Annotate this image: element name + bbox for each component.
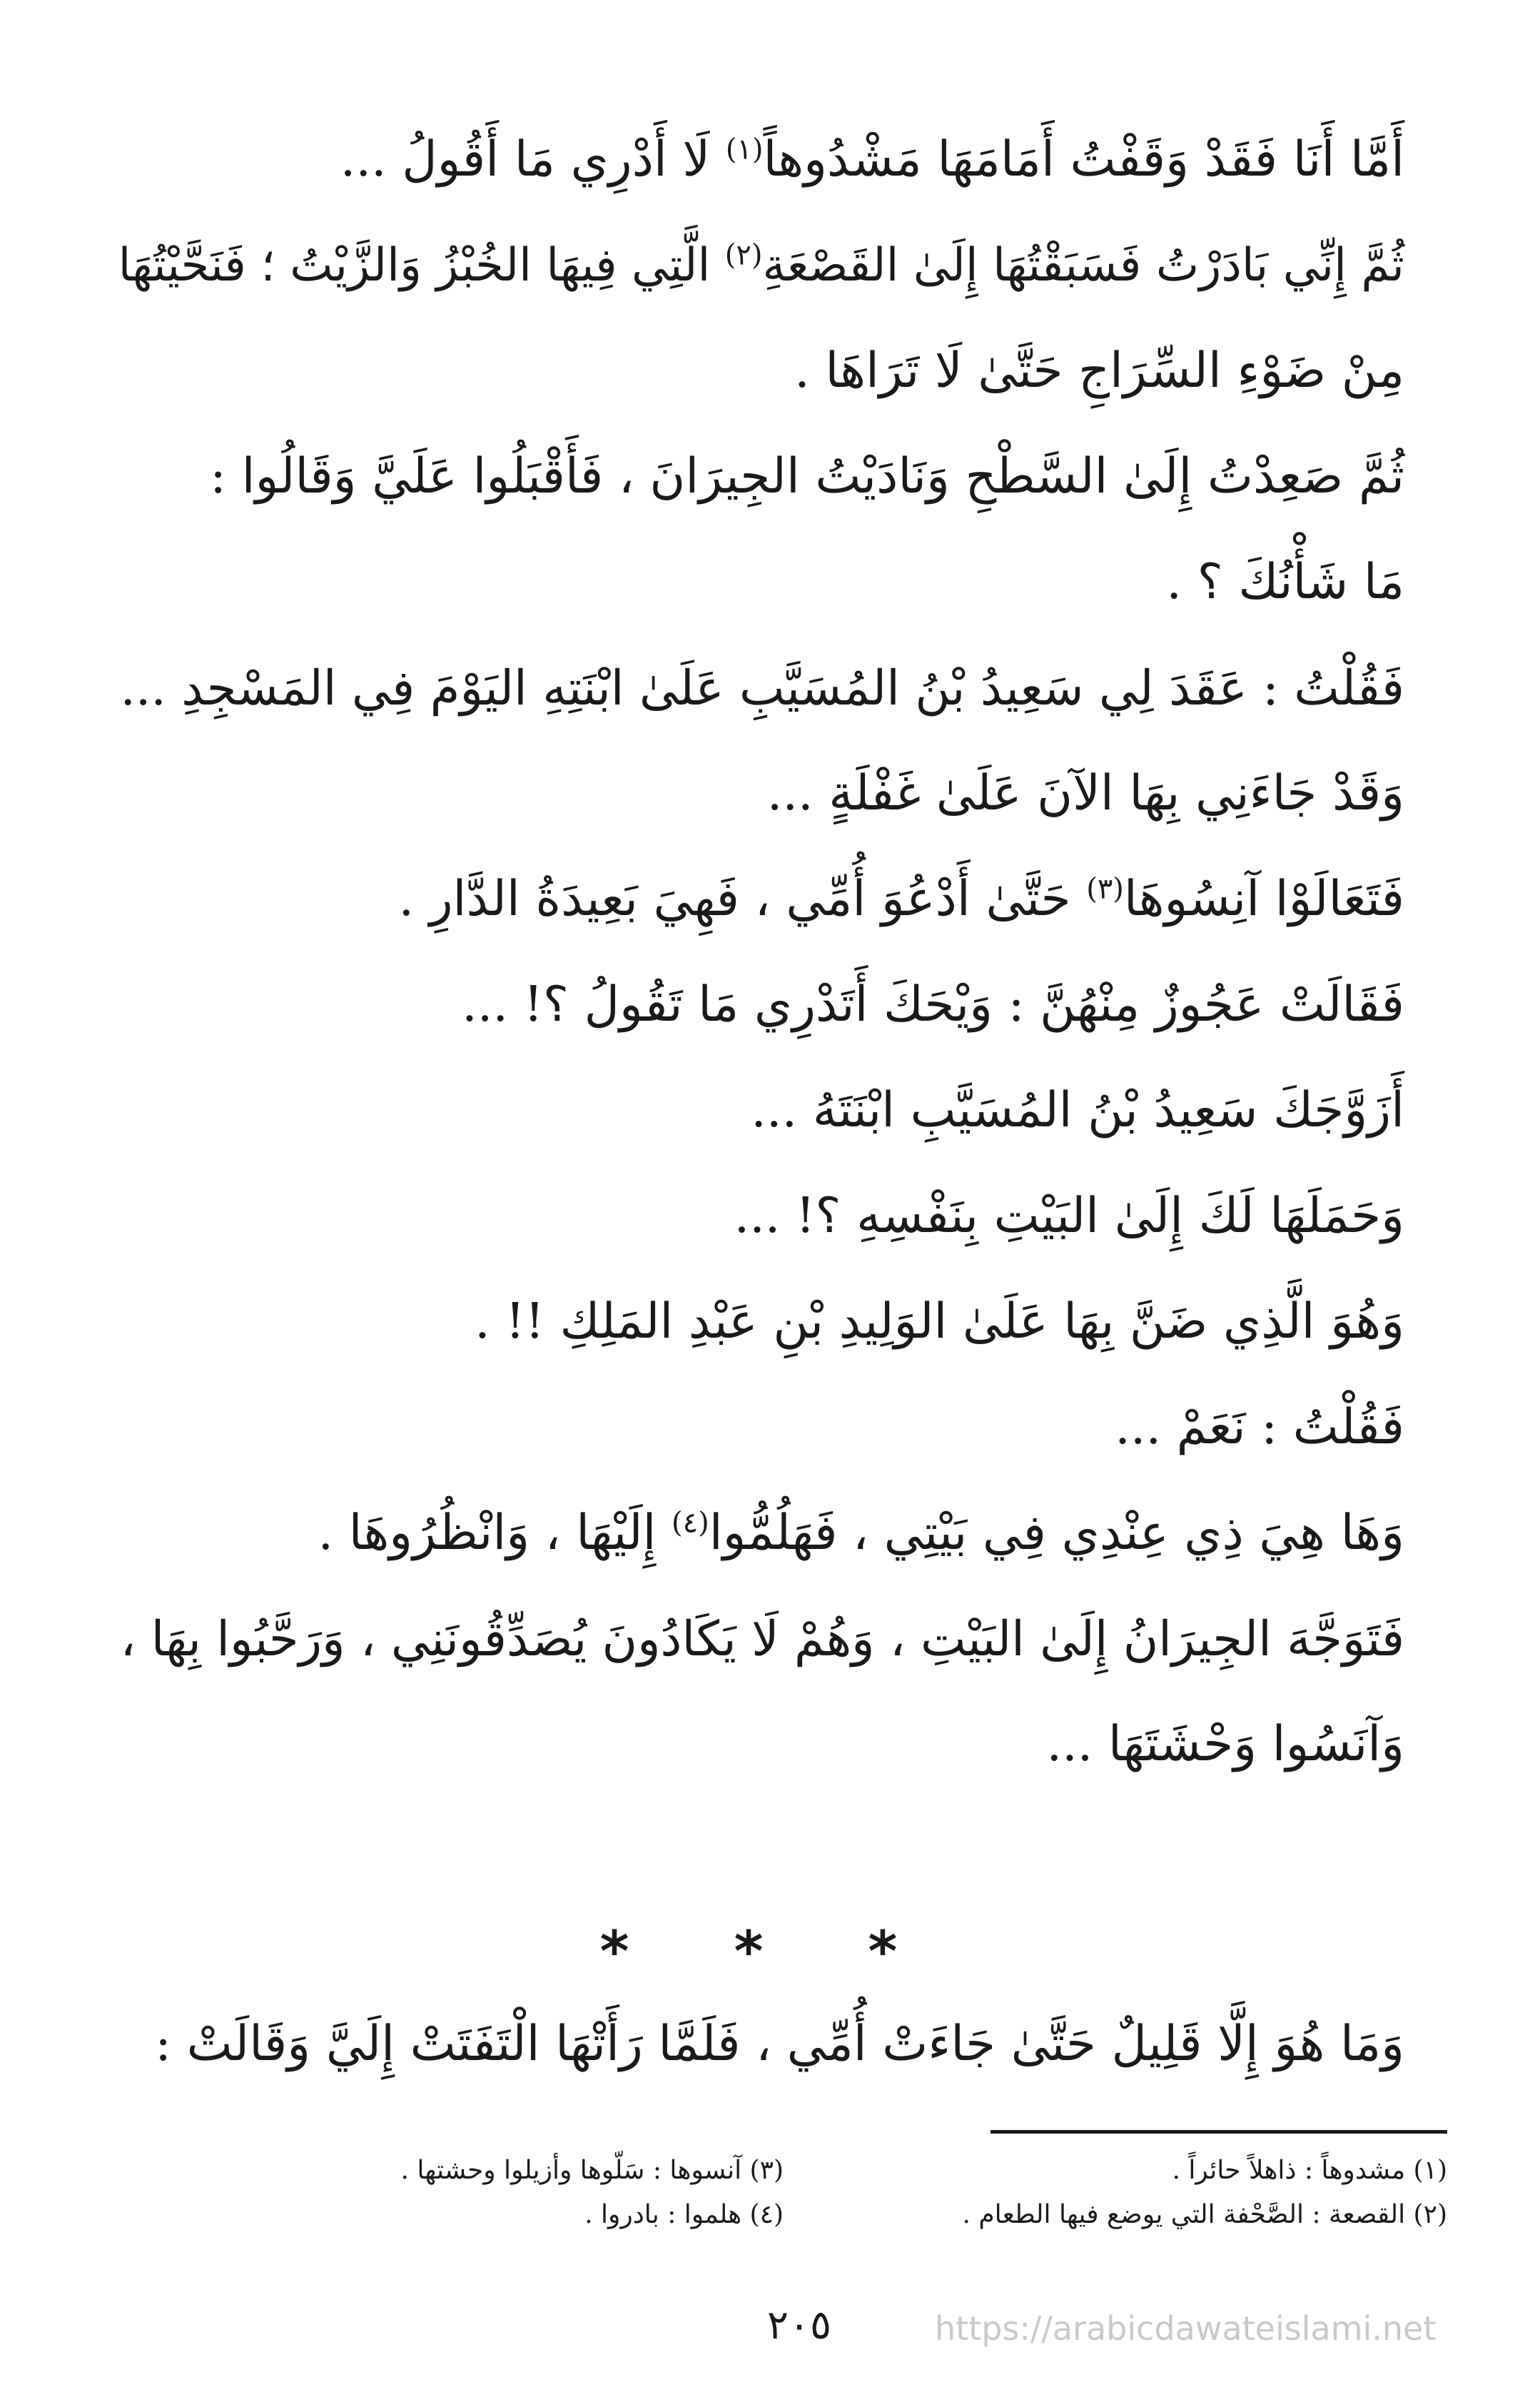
body-line-text: فَتَوَجَّهَ الجِيرَانُ إِلَىٰ البَيْتِ ، وَهُمْ لَا يَكَادُونَ يُصَدِّقُونَنِي ، وَرَحَّبُوا بِهَا ، [120, 1611, 1404, 1667]
footnote-reference: (٢) [724, 238, 763, 272]
body-line-text: وَآنَسُوا وَحْشَتَهَا ... [1046, 1716, 1404, 1772]
footnote-row [220, 2149, 1447, 2193]
footnote-reference: (٣) [1086, 872, 1124, 906]
footnote-4: (٤) هلموا : بادروا . [584, 2200, 784, 2229]
body-line-text: وَقَدْ جَاءَنِي بِهَا الآنَ عَلَىٰ غَفْلَةٍ ... [766, 765, 1404, 822]
body-line [120, 1480, 1404, 1586]
body-line [120, 847, 1404, 952]
body-line [120, 107, 1404, 213]
body-line-text: وَحَمَلَهَا لَكَ إِلَىٰ البَيْتِ بِنَفْسِهِ ؟! ... [734, 1188, 1404, 1244]
body-line-text: مَا شَأْنُكَ ؟ . [1166, 554, 1404, 610]
body-line-text: ثُمَّ إِنِّي بَادَرْتُ فَسَبَقْتُهَا إِلَىٰ القَصْعَةِ [762, 238, 1404, 292]
body-line [120, 741, 1404, 847]
body-line-text: وَهَا هِيَ ذِي عِنْدِي فِي بَيْتِي ، فَهَلُمُّوا [709, 1505, 1404, 1561]
footnote-reference: (١) [725, 133, 764, 166]
footnote-3: (٣) آنسوها : سَلّوها وأزيلوا وحشتها . [400, 2156, 784, 2185]
body-text [120, 107, 1404, 1797]
body-line [120, 635, 1404, 741]
body-line [120, 213, 1404, 318]
body-line [120, 318, 1404, 424]
body-line [120, 530, 1404, 635]
body-line-text: وَهُوَ الَّذِي ضَنَّ بِهَا عَلَىٰ الوَلِيدِ بْنِ عَبْدِ المَلِكِ !! . [475, 1293, 1404, 1350]
body-line [120, 1692, 1404, 1797]
body-line-text: ثُمَّ صَعِدْتُ إِلَىٰ السَّطْحِ وَنَادَيْتُ الجِيرَانَ ، فَأَقْبَلُوا عَلَيَّ وَقَالُوا : [210, 448, 1404, 505]
page-number: ٢٠٥ [766, 2302, 832, 2348]
footnote-row [220, 2193, 1447, 2237]
body-line [120, 1164, 1404, 1269]
final-paragraph-line: وَمَا هُوَ إِلَّا قَلِيلٌ حَتَّىٰ جَاءَتْ أُمِّي ، فَلَمَّا رَأَتْهَا الْتَفَتَتْ إِلَيَّ وَقَالَتْ : [155, 2016, 1404, 2072]
body-line-text: أَمَّا أَنَا فَقَدْ وَقَفْتُ أَمَامَهَا مَشْدُوهاً [763, 131, 1404, 188]
footnotes [220, 2149, 1447, 2237]
body-line-text: فَتَعَالَوْا آنِسُوهَا [1123, 871, 1404, 927]
watermark-url: https://arabicdawateislami.net [935, 2309, 1437, 2348]
body-line-text: لَا أَدْرِي مَا أَقُولُ ... [340, 131, 726, 188]
body-line [120, 952, 1404, 1058]
body-line-text: إِلَيْهَا ، وَانْظُرُوهَا . [318, 1505, 672, 1561]
body-line [120, 424, 1404, 530]
section-separator: * * * [599, 1920, 941, 1984]
body-line [120, 1269, 1404, 1375]
body-line-text: فَقَالَتْ عَجُوزٌ مِنْهُنَّ : وَيْحَكَ أَتَدْرِي مَا تَقُولُ ؟! ... [462, 977, 1404, 1033]
body-line-text: فَقُلْتُ : عَقَدَ لِي سَعِيدُ بْنُ المُسَيَّبِ عَلَىٰ ابْنَتِهِ اليَوْمَ فِي المَسْجِدِ ... [120, 660, 1404, 716]
body-line-text: فَقُلْتُ : نَعَمْ ... [1115, 1399, 1404, 1455]
body-line [120, 1375, 1404, 1480]
body-line [120, 1058, 1404, 1164]
footnote-reference: (٤) [672, 1506, 709, 1540]
footnote-1: (١) مشدوهاً : ذاهلاً حائراً . [1172, 2156, 1447, 2185]
footnote-2: (٢) القصعة : الصَّحْفة التي يوضع فيها الطعام . [962, 2200, 1447, 2229]
body-line-text: الَّتِي فِيهَا الخُبْزُ وَالزَّيْتُ ؛ فَنَحَّيْتُهَا [118, 238, 725, 292]
footnote-rule [991, 2130, 1447, 2134]
body-line-text: مِنْ ضَوْءِ السِّرَاجِ حَتَّىٰ لَا تَرَاهَا . [794, 343, 1404, 399]
body-line [120, 1586, 1404, 1692]
body-line-text: حَتَّىٰ أَدْعُوَ أُمِّي ، فَهِيَ بَعِيدَةُ الدَّارِ . [398, 871, 1087, 927]
body-line-text: أَزَوَّجَكَ سَعِيدُ بْنُ المُسَيَّبِ ابْنَتَهُ ... [751, 1082, 1404, 1139]
